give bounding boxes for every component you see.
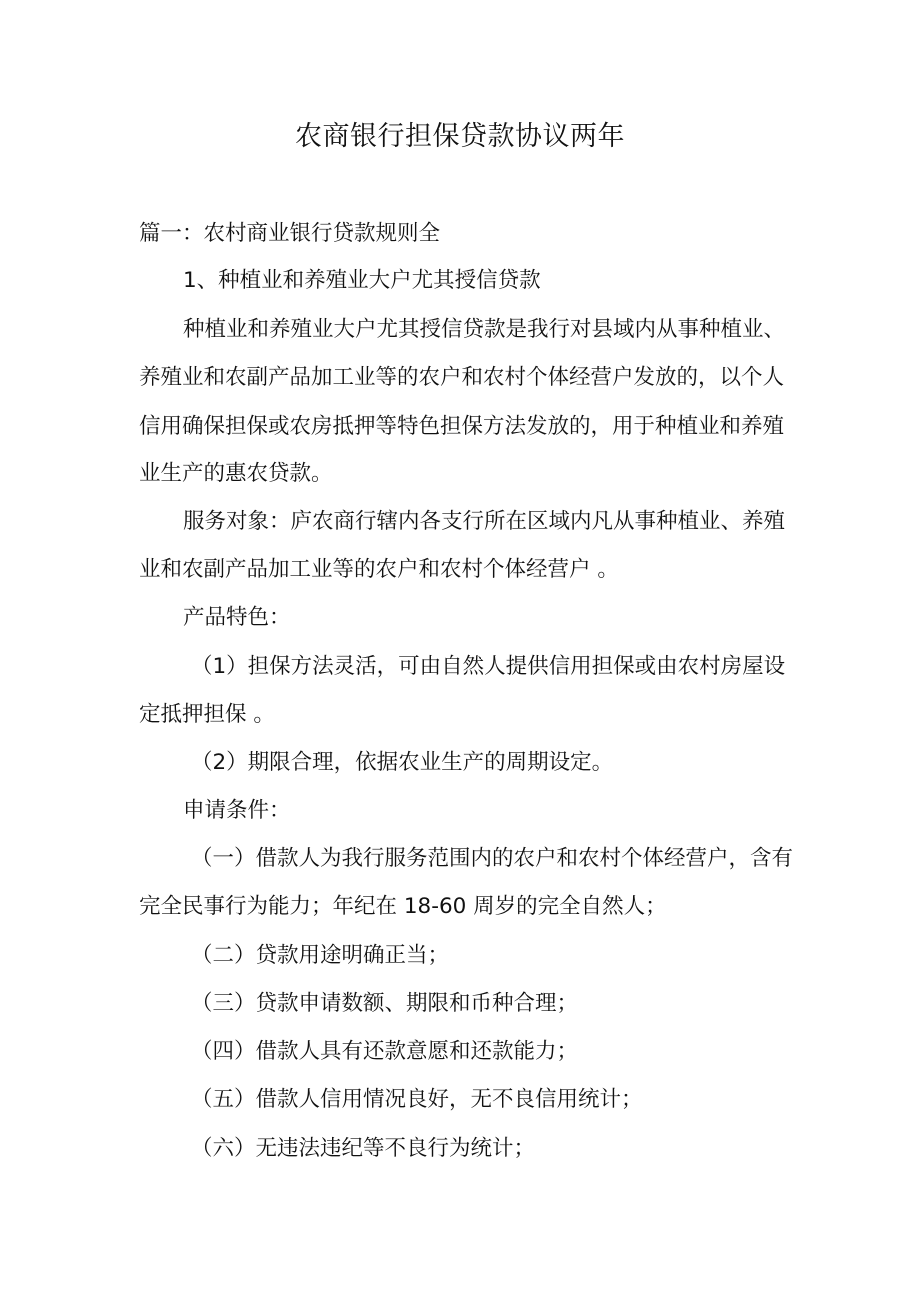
list-item: （二）贷款用途明确正当； <box>191 943 450 968</box>
label-line: 产品特色： <box>183 605 291 630</box>
paragraph-line: 种植业和养殖业大户尤其授信贷款是我行对县域内从事种植业、 <box>183 317 786 342</box>
label-line: 申请条件： <box>183 798 291 823</box>
paragraph-line: 业生产的惠农贷款。 <box>139 461 333 486</box>
section-heading: 篇一：农村商业银行贷款规则全 <box>139 221 441 246</box>
list-item: （2）期限合理，依据农业生产的周期设定。 <box>191 750 614 775</box>
list-item: （六）无违法违纪等不良行为统计； <box>191 1136 536 1161</box>
paragraph-line: 业和农副产品加工业等的农户和农村个体经营户 。 <box>139 557 619 582</box>
list-item: （五）借款人信用情况良好，无不良信用统计； <box>191 1087 643 1112</box>
list-item: （一）借款人为我行服务范围内的农户和农村个体经营户，含有 <box>191 846 794 871</box>
list-item-continuation: 完全民事行为能力；年纪在 18-60 周岁的完全自然人； <box>139 894 667 919</box>
list-item-continuation: 定抵押担保 。 <box>139 702 275 727</box>
document-title: 农商银行担保贷款协议两年 <box>295 121 625 152</box>
paragraph-line: 信用确保担保或农房抵押等特色担保方法发放的，用于种植业和养殖 <box>139 414 785 439</box>
list-item: （四）借款人具有还款意愿和还款能力； <box>191 1039 579 1064</box>
list-item: （1）担保方法灵活，可由自然人提供信用担保或由农村房屋设 <box>191 654 786 679</box>
list-item: （三）贷款申请数额、期限和币种合理； <box>191 991 579 1016</box>
subsection-heading: 1、种植业和养殖业大户尤其授信贷款 <box>183 268 541 293</box>
paragraph-line: 养殖业和农副产品加工业等的农户和农村个体经营户发放的，以个人 <box>139 365 785 390</box>
paragraph-line: 服务对象：庐农商行辖内各支行所在区域内凡从事种植业、养殖 <box>183 509 786 534</box>
